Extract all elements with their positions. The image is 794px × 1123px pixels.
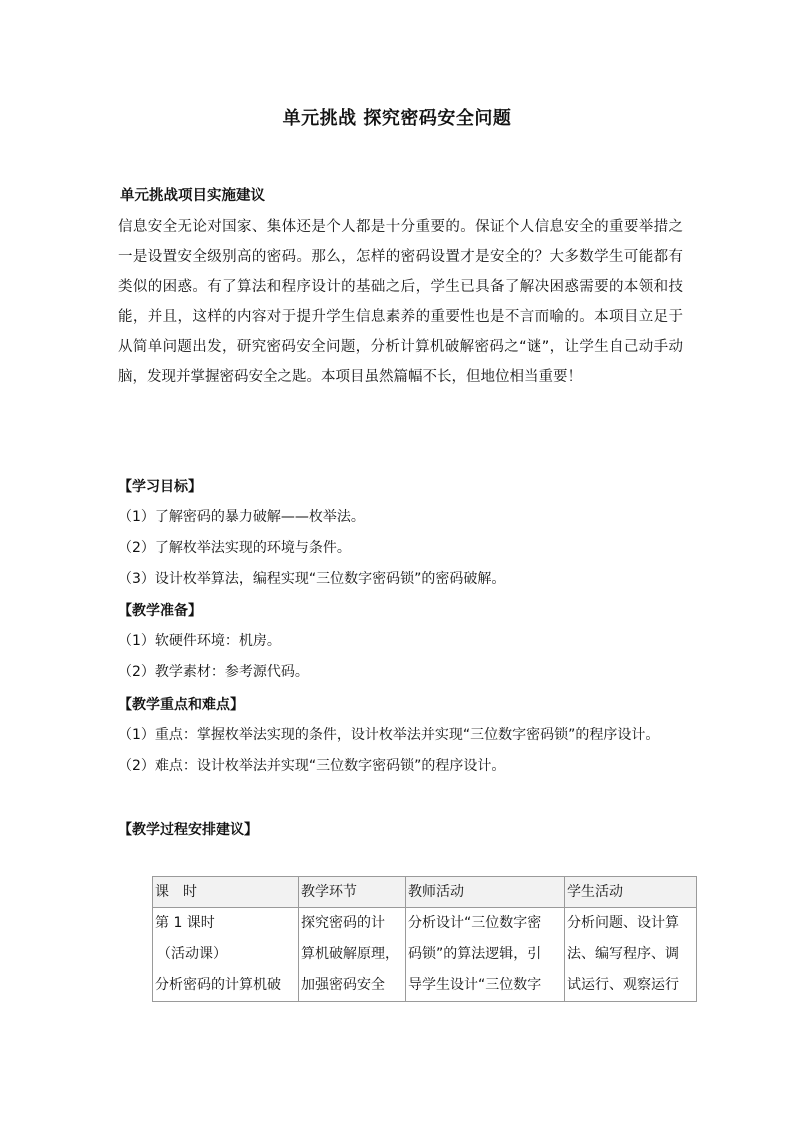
- cell-line: 探究密码的计: [301, 915, 385, 931]
- cell-line: 试运行、观察运行: [567, 977, 679, 993]
- intro-paragraph: 信息安全无论对国家、集体还是个人都是十分重要的。保证个人信息安全的重要举措之一是设置安全级别高的密码。那么，怎样的密码设置才是安全的？大多数学生可能都有类似的困惑。有了算法和程序设计的基础之后，学生已具备了解决困惑需要的本领和技能，并且，这样的内容对于提升学生信息素养的重要性也是不言而喻的。本项目立足于从简单问题出发，研究密码安全问题，分析计算机破解密码之“谜”，让学生自己动手动脑，发现并掌握密码安全之匙。本项目虽然篇幅不长，但地位相当重要！: [118, 219, 683, 385]
- key-section: [118, 690, 678, 782]
- table-cell-student: [565, 908, 697, 1002]
- plan-heading: 【教学过程安排建议】: [118, 822, 258, 838]
- table-cell-stage: [299, 908, 406, 1002]
- cell-line: 分析密码的计算机破: [155, 977, 281, 993]
- cell-line: 分析问题、设计算: [567, 915, 679, 931]
- table-row: [153, 908, 697, 1002]
- key-heading: 【教学重点和难点】: [118, 697, 244, 713]
- goal-item: （2）了解枚举法实现的环境与条件。: [118, 540, 351, 556]
- cell-line: 法、编写程序、调: [567, 946, 679, 962]
- cell-line: 第 1 课时: [155, 915, 215, 931]
- goals-section: [118, 472, 688, 595]
- table-header-cell: 课 时: [153, 877, 299, 908]
- table-cell-teacher: [406, 908, 565, 1002]
- goal-item: （3）设计枚举算法，编程实现“三位数字密码锁”的密码破解。: [118, 571, 506, 587]
- cell-line: 算机破解原理，: [301, 946, 399, 962]
- key-item: （1）重点：掌握枚举法实现的条件，设计枚举法并实现“三位数字密码锁”的程序设计。: [118, 727, 660, 743]
- table-header-cell: 教师活动: [406, 877, 565, 908]
- cell-line: 加强密码安全: [301, 977, 385, 993]
- key-item: （2）难点：设计枚举法并实现“三位数字密码锁”的程序设计。: [118, 758, 506, 774]
- table-header-cell: 教学环节: [299, 877, 406, 908]
- cell-line: 码锁”的算法逻辑，引: [408, 946, 542, 962]
- prep-section: [118, 596, 688, 688]
- goal-item: （1）了解密码的暴力破解——枚举法。: [118, 509, 365, 525]
- goals-heading: 【学习目标】: [118, 479, 202, 495]
- plan-section: [118, 815, 688, 845]
- prep-item: （1）软硬件环境：机房。: [118, 633, 281, 649]
- table-header-cell: 学生活动: [565, 877, 697, 908]
- table-header-row: [153, 877, 697, 908]
- table-cell-lesson: [153, 908, 299, 1002]
- prep-heading: 【教学准备】: [118, 603, 202, 619]
- section-subtitle: 单元挑战项目实施建议: [120, 188, 265, 204]
- lesson-plan-table: [152, 876, 697, 1002]
- cell-line: 导学生设计“三位数字: [408, 977, 542, 993]
- cell-line: 分析设计“三位数字密: [408, 915, 542, 931]
- cell-line: （活动课）: [157, 946, 227, 962]
- page-title: 单元挑战 探究密码安全问题: [282, 108, 512, 129]
- prep-item: （2）教学素材：参考源代码。: [118, 664, 309, 680]
